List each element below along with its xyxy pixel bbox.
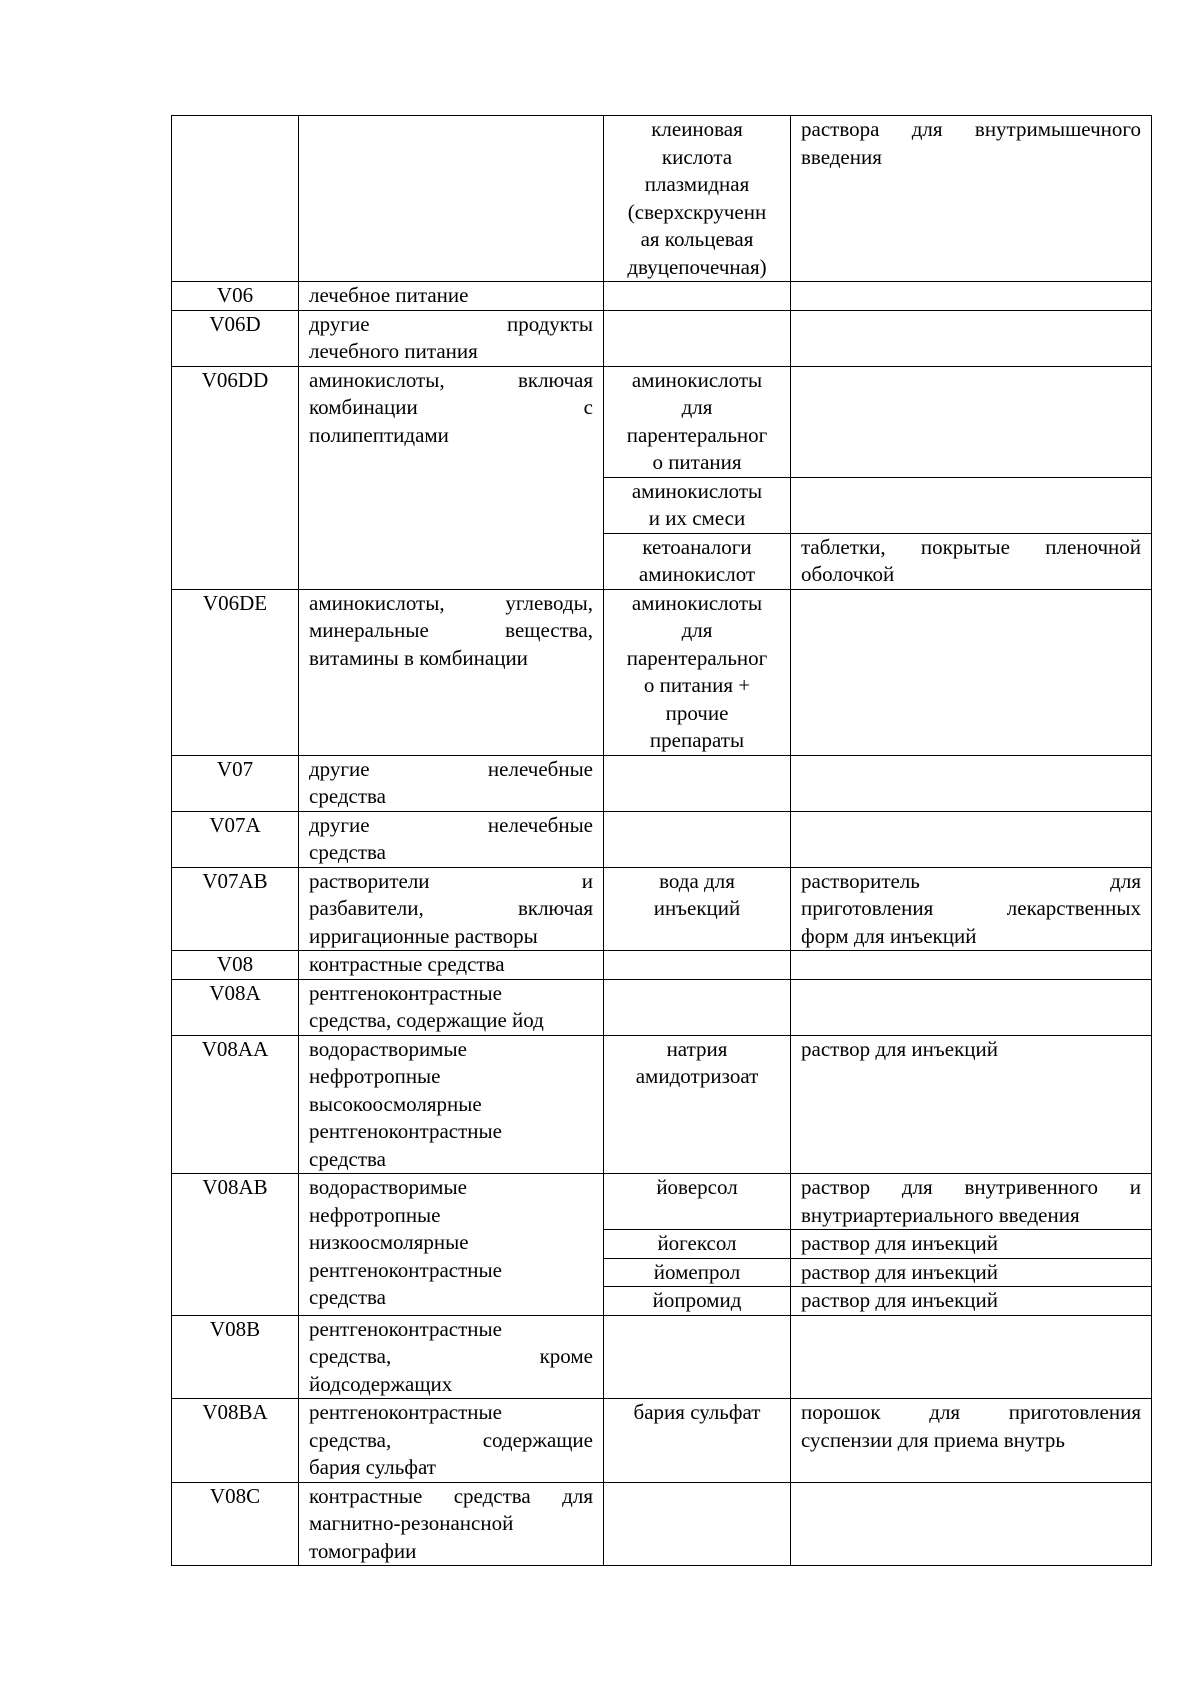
- cell-line: йоверсол: [656, 1175, 738, 1199]
- cell-line: аминокислоты, углеводы,: [309, 590, 593, 615]
- drug-name-cell: [604, 811, 791, 867]
- drug-name-cell: [604, 1287, 791, 1316]
- cell-line: йопромид: [652, 1288, 742, 1312]
- table-row: [172, 116, 1152, 282]
- group-name-cell: [299, 1174, 604, 1316]
- cell-line: бария сульфат: [309, 1455, 436, 1479]
- table-row: [172, 1174, 1152, 1230]
- table-row: [172, 1035, 1152, 1174]
- cell-line: оболочкой: [801, 562, 895, 586]
- drug-name-cell: [604, 1315, 791, 1399]
- cell-line: аминокислот: [638, 562, 756, 586]
- cell-line: таблетки, покрытые пленочной: [801, 534, 1141, 559]
- group-name-cell: [299, 867, 604, 951]
- cell-line: водорастворимые: [309, 1036, 467, 1061]
- cell-line: ирригационные растворы: [309, 923, 538, 948]
- drug-name-cell: [604, 477, 791, 533]
- dosage-form-cell: [791, 951, 1152, 980]
- atc-code-cell: V08B: [172, 1315, 299, 1399]
- cell-line: растворитель для: [801, 868, 1141, 893]
- cell-line: и их смеси: [648, 506, 746, 530]
- cell-line: лечебного питания: [309, 339, 478, 363]
- table-row: [172, 811, 1152, 867]
- drug-name-cell: [604, 1482, 791, 1566]
- cell-line: лечебное питание: [309, 283, 469, 307]
- cell-line: раствор для внутривенного и: [801, 1175, 1141, 1199]
- atc-code-cell: V06D: [172, 310, 299, 366]
- atc-code-cell: V08: [172, 951, 299, 980]
- cell-line: рентгеноконтрастные: [309, 980, 502, 1005]
- dosage-form-cell: [791, 116, 1152, 282]
- atc-code-cell: V08A: [172, 979, 299, 1035]
- cell-line: рентгеноконтрастные: [309, 1316, 502, 1341]
- cell-line: для: [681, 395, 713, 419]
- group-name-cell: [299, 116, 604, 282]
- drug-name-cell: [604, 589, 791, 755]
- cell-line: средства, кроме: [309, 1344, 593, 1368]
- cell-line: средства, содержащие йод: [309, 1008, 544, 1032]
- cell-line: водорастворимые: [309, 1175, 467, 1199]
- dosage-form-cell: [791, 979, 1152, 1035]
- drug-name-cell: [604, 1258, 791, 1287]
- cell-line: контрастные средства для: [309, 1483, 593, 1508]
- drug-name-cell: [604, 1174, 791, 1230]
- cell-line: средства, содержащие: [309, 1427, 593, 1452]
- cell-line: парентеральног: [626, 645, 768, 670]
- dosage-form-cell: [791, 811, 1152, 867]
- cell-line: раствор для инъекций: [801, 1288, 998, 1312]
- cell-line: раствор для инъекций: [801, 1036, 998, 1061]
- cell-line: инъекций: [653, 896, 741, 920]
- cell-line: нефротропные: [309, 1064, 441, 1088]
- table-row: [172, 867, 1152, 951]
- cell-line: прочие: [665, 700, 729, 725]
- dosage-form-cell: [791, 366, 1152, 477]
- cell-line: двуцепочечная): [627, 254, 767, 279]
- table-row: [172, 951, 1152, 980]
- cell-line: йодсодержащих: [309, 1371, 453, 1396]
- drug-name-cell: [604, 755, 791, 811]
- table-row: [172, 282, 1152, 311]
- cell-line: бария сульфат: [633, 1400, 761, 1424]
- cell-line: высокоосмолярные: [309, 1091, 482, 1116]
- cell-line: плазмидная: [644, 172, 750, 196]
- atc-code-cell: [172, 116, 299, 282]
- drug-name-cell: [604, 1230, 791, 1259]
- table-row: [172, 589, 1152, 755]
- dosage-form-cell: [791, 1482, 1152, 1566]
- drug-name-cell: [604, 366, 791, 477]
- dosage-form-cell: [791, 1230, 1152, 1259]
- drug-classification-table: [171, 115, 1152, 1566]
- cell-line: рентгеноконтрастные: [309, 1400, 502, 1424]
- table-row: [172, 755, 1152, 811]
- group-name-cell: [299, 366, 604, 589]
- cell-line: йомепрол: [653, 1259, 741, 1284]
- cell-line: другие нелечебные: [309, 756, 593, 781]
- cell-line: низкоосмолярные: [309, 1230, 469, 1254]
- cell-line: нефротропные: [309, 1202, 441, 1227]
- cell-line: форм для инъекций: [801, 923, 977, 948]
- cell-line: кетоаналоги: [642, 534, 752, 559]
- group-name-cell: [299, 282, 604, 311]
- drug-name-cell: [604, 282, 791, 311]
- cell-line: другие продукты: [309, 311, 593, 336]
- cell-line: аминокислоты: [631, 478, 763, 503]
- cell-line: разбавители, включая: [309, 896, 593, 920]
- dosage-form-cell: [791, 1287, 1152, 1316]
- dosage-form-cell: [791, 310, 1152, 366]
- drug-name-cell: [604, 979, 791, 1035]
- atc-code-cell: V07: [172, 755, 299, 811]
- cell-line: йогексол: [657, 1231, 737, 1255]
- cell-line: вода для: [659, 868, 735, 893]
- table-row: [172, 979, 1152, 1035]
- cell-line: кислота: [661, 144, 733, 169]
- dosage-form-cell: [791, 533, 1152, 589]
- atc-code-cell: V08AB: [172, 1174, 299, 1316]
- cell-line: порошок для приготовления: [801, 1400, 1141, 1424]
- cell-line: аминокислоты: [631, 590, 763, 615]
- cell-line: (сверхскрученн: [627, 199, 767, 224]
- table-row: [172, 1315, 1152, 1399]
- cell-line: введения: [801, 144, 882, 169]
- drug-name-cell: [604, 951, 791, 980]
- cell-line: раствор для инъекций: [801, 1259, 998, 1284]
- cell-line: внутриартериального введения: [801, 1202, 1080, 1227]
- atc-code-cell: V07A: [172, 811, 299, 867]
- cell-line: рентгеноконтрастные: [309, 1257, 502, 1282]
- dosage-form-cell: [791, 477, 1152, 533]
- drug-name-cell: [604, 533, 791, 589]
- cell-line: растворители и: [309, 868, 593, 893]
- cell-line: раствор для инъекций: [801, 1231, 998, 1255]
- cell-line: раствора для внутримышечного: [801, 117, 1141, 141]
- cell-line: магнитно-резонансной: [309, 1511, 514, 1535]
- atc-code-cell: V06DE: [172, 589, 299, 755]
- cell-line: о питания: [652, 450, 742, 474]
- cell-line: амидотризоат: [635, 1064, 759, 1088]
- cell-line: средства: [309, 1146, 387, 1171]
- cell-line: приготовления лекарственных: [801, 896, 1141, 920]
- group-name-cell: [299, 589, 604, 755]
- atc-code-cell: V08AA: [172, 1035, 299, 1174]
- drug-name-cell: [604, 116, 791, 282]
- group-name-cell: [299, 310, 604, 366]
- atc-code-cell: V07AB: [172, 867, 299, 951]
- cell-line: аминокислоты, включая: [309, 367, 593, 392]
- dosage-form-cell: [791, 1174, 1152, 1230]
- cell-line: ая кольцевая: [640, 227, 754, 251]
- table-row: [172, 366, 1152, 477]
- cell-line: средства: [309, 840, 387, 864]
- cell-line: другие нелечебные: [309, 812, 593, 837]
- dosage-form-cell: [791, 1035, 1152, 1174]
- cell-line: комбинации с: [309, 395, 593, 419]
- cell-line: аминокислоты: [631, 367, 763, 392]
- dosage-form-cell: [791, 1315, 1152, 1399]
- dosage-form-cell: [791, 755, 1152, 811]
- table-row: [172, 1399, 1152, 1483]
- dosage-form-cell: [791, 282, 1152, 311]
- cell-line: о питания +: [643, 673, 751, 697]
- group-name-cell: [299, 811, 604, 867]
- cell-line: томографии: [309, 1538, 417, 1563]
- cell-line: контрастные средства: [309, 952, 505, 976]
- table-row: [172, 310, 1152, 366]
- drug-name-cell: [604, 310, 791, 366]
- cell-line: минеральные вещества,: [309, 618, 593, 642]
- dosage-form-cell: [791, 867, 1152, 951]
- cell-line: витамины в комбинации: [309, 645, 528, 670]
- atc-code-cell: V06: [172, 282, 299, 311]
- drug-name-cell: [604, 1399, 791, 1483]
- table-body: [172, 116, 1152, 1566]
- atc-code-cell: V08BA: [172, 1399, 299, 1483]
- cell-line: для: [681, 618, 713, 642]
- cell-line: парентеральног: [626, 422, 768, 447]
- dosage-form-cell: [791, 1399, 1152, 1483]
- group-name-cell: [299, 1399, 604, 1483]
- group-name-cell: [299, 1482, 604, 1566]
- cell-line: средства: [309, 1285, 387, 1309]
- cell-line: клеиновая: [651, 117, 743, 141]
- group-name-cell: [299, 979, 604, 1035]
- cell-line: натрия: [666, 1036, 728, 1061]
- dosage-form-cell: [791, 589, 1152, 755]
- group-name-cell: [299, 951, 604, 980]
- dosage-form-cell: [791, 1258, 1152, 1287]
- cell-line: суспензии для приема внутрь: [801, 1427, 1065, 1452]
- atc-code-cell: V08C: [172, 1482, 299, 1566]
- table-row: [172, 1482, 1152, 1566]
- cell-line: рентгеноконтрастные: [309, 1119, 502, 1143]
- group-name-cell: [299, 1315, 604, 1399]
- group-name-cell: [299, 1035, 604, 1174]
- drug-name-cell: [604, 867, 791, 951]
- cell-line: средства: [309, 784, 387, 808]
- cell-line: полипептидами: [309, 422, 449, 447]
- atc-code-cell: V06DD: [172, 366, 299, 589]
- group-name-cell: [299, 755, 604, 811]
- cell-line: препараты: [649, 728, 745, 752]
- drug-name-cell: [604, 1035, 791, 1174]
